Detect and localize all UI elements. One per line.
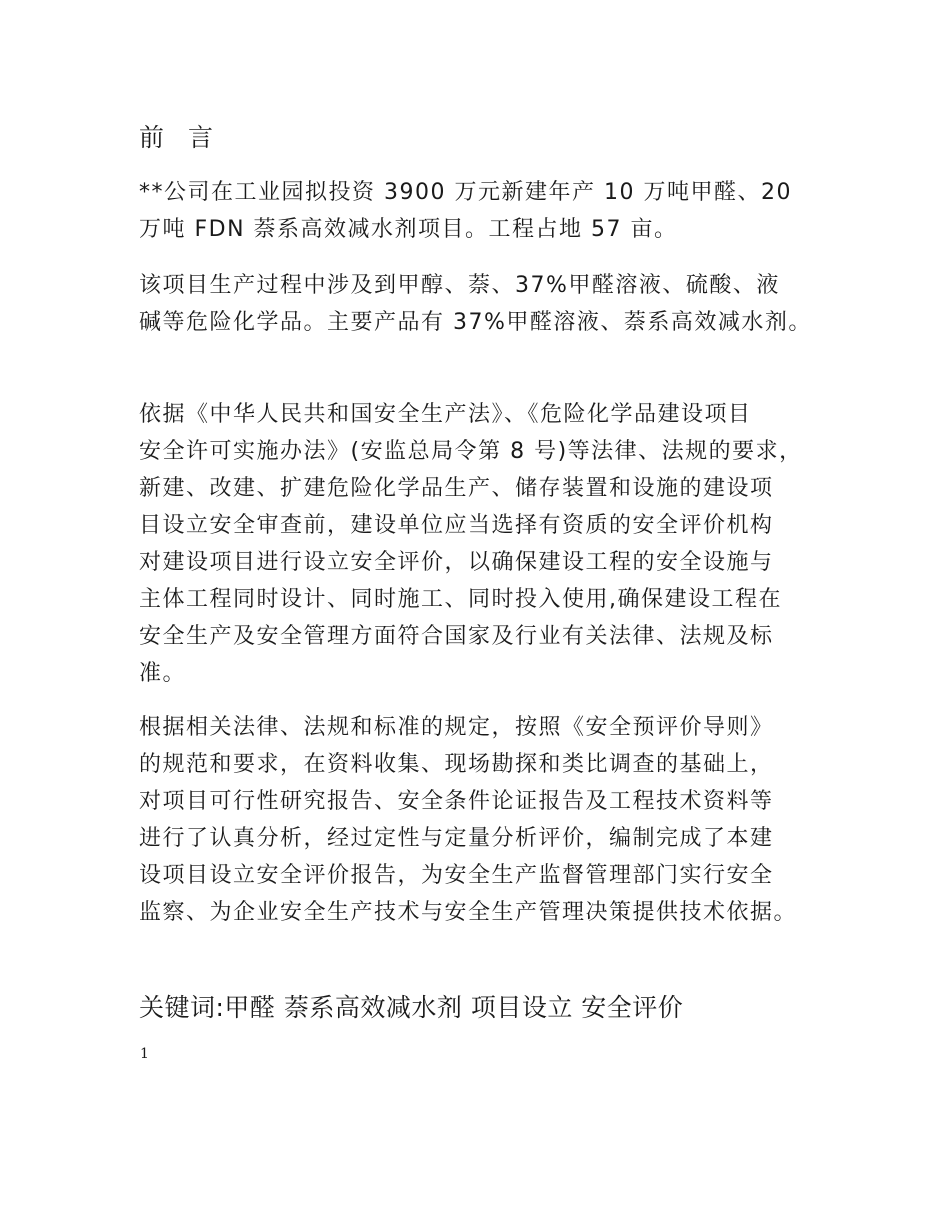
text-line: 监察、为企业安全生产技术与安全生产管理决策提供技术依据。	[139, 900, 798, 925]
text-line: 主体工程同时设计、同时施工、同时投入使用,确保建设工程在	[139, 587, 782, 612]
keywords-line: 关键词:甲醛 萘系高效减水剂 项目设立 安全评价	[139, 993, 684, 1022]
text-line: 的规范和要求，在资料收集、现场勘探和类比调查的基础上，	[139, 752, 774, 777]
text-line: 新建、改建、扩建危险化学品生产、储存装置和设施的建设项	[139, 476, 774, 501]
text-line: 根据相关法律、法规和标准的规定，按照《安全预评价导则》	[139, 715, 774, 740]
paragraph-hazardous-chemicals	[139, 267, 839, 341]
page-number: 1	[140, 1046, 149, 1062]
text-line: 对建设项目进行设立安全评价，以确保建设工程的安全设施与	[139, 550, 774, 575]
text-line: 依据《中华人民共和国安全生产法》、《危险化学品建设项目	[139, 402, 752, 427]
text-line: 万吨 FDN 萘系高效减水剂项目。工程占地 57 亩。	[139, 217, 678, 242]
paragraph-legal-basis	[139, 396, 839, 692]
text-line: 该项目生产过程中涉及到甲醇、萘、37%甲醛溶液、硫酸、液	[139, 273, 780, 298]
text-line: 设项目设立安全评价报告，为安全生产监督管理部门实行安全	[139, 863, 774, 888]
text-line: 安全许可实施办法》(安监总局令第 8 号)等法律、法规的要求，	[139, 439, 803, 464]
paragraph-project-overview	[139, 174, 839, 248]
preface-heading: 前 言	[139, 123, 221, 152]
text-line: 进行了认真分析，经过定性与定量分析评价，编制完成了本建	[139, 826, 774, 851]
text-line: 准。	[139, 661, 187, 686]
paragraph-evaluation-process	[139, 709, 839, 931]
text-line: 目设立安全审查前，建设单位应当选择有资质的安全评价机构	[139, 513, 774, 538]
text-line: 对项目可行性研究报告、安全条件论证报告及工程技术资料等	[139, 789, 774, 814]
text-line: **公司在工业园拟投资 3900 万元新建年产 10 万吨甲醛、20	[139, 180, 792, 205]
text-line: 碱等危险化学品。主要产品有 37%甲醛溶液、萘系高效减水剂。	[139, 310, 812, 335]
text-line: 安全生产及安全管理方面符合国家及行业有关法律、法规及标	[139, 624, 774, 649]
